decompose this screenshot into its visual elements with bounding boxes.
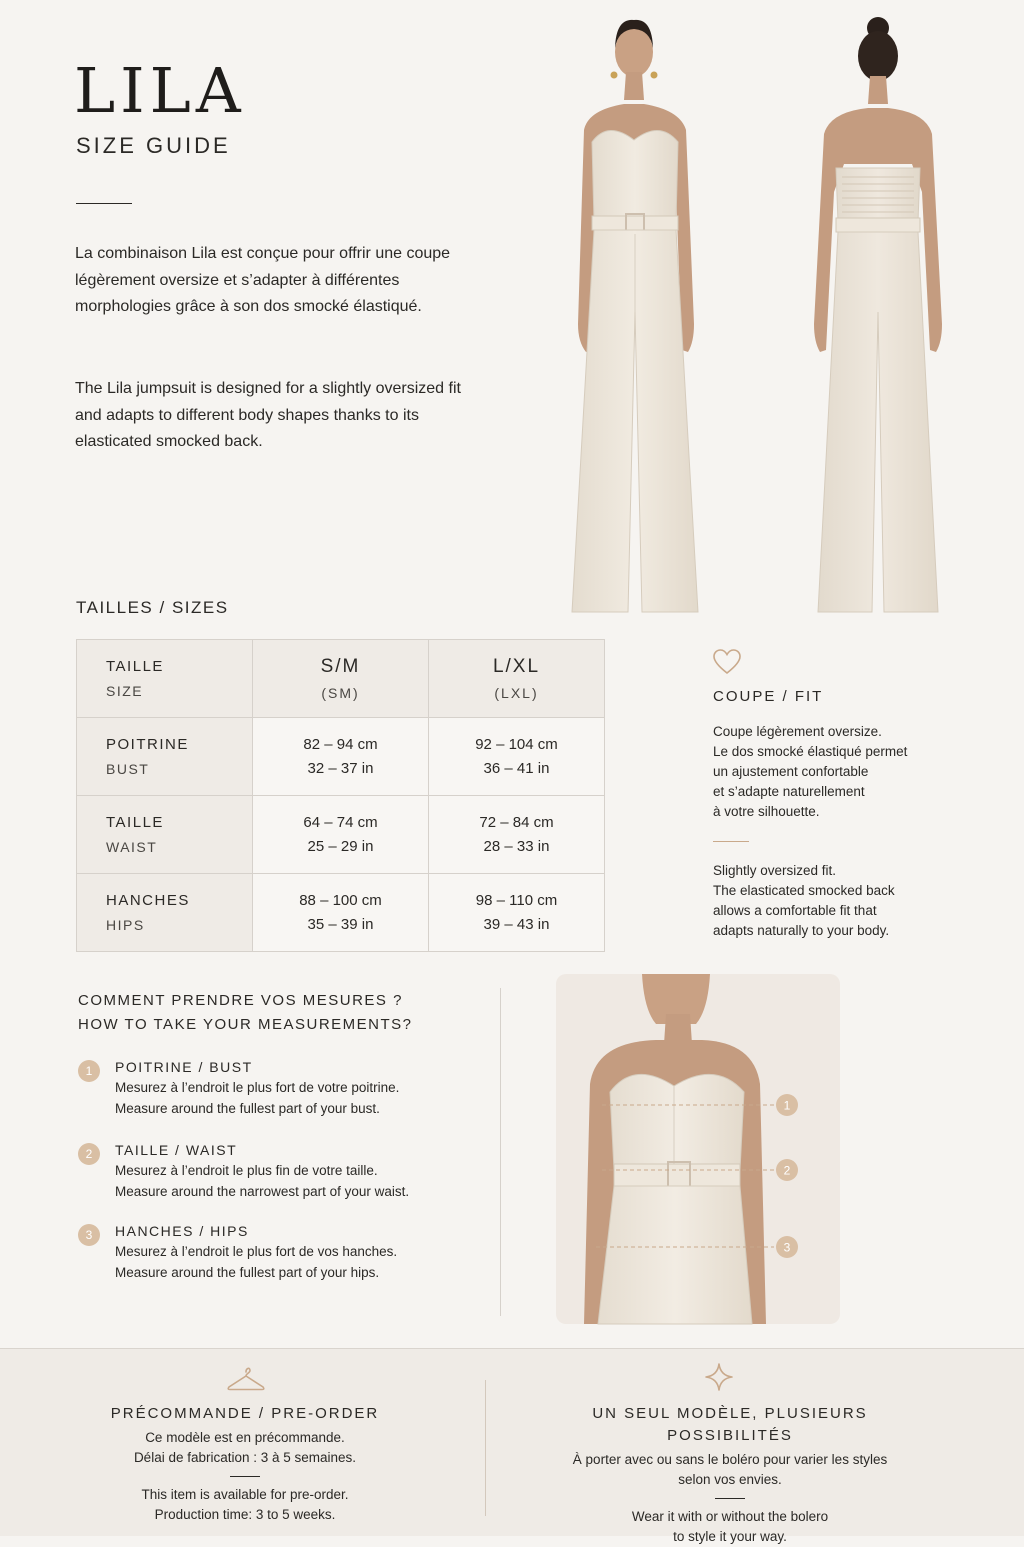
value-cm: 64 – 74 cm (303, 813, 378, 831)
row-label-en: HIPS (106, 916, 145, 933)
styles-title: UN SEUL MODÈLE, PLUSIEURS POSSIBILITÉS (592, 1405, 868, 1444)
header-divider (76, 203, 132, 204)
measure-title-fr: COMMENT PRENDRE VOS MESURES ? (78, 992, 403, 1009)
size-table (76, 639, 605, 952)
row-label-fr: TAILLE (106, 813, 164, 831)
row-label (77, 718, 253, 796)
styles-block (530, 1403, 930, 1547)
step-number-badge: 1 (78, 1060, 100, 1082)
step-number-badge: 3 (78, 1224, 100, 1246)
row-label (77, 874, 253, 952)
detail-model-image (556, 974, 840, 1324)
step-text-en: Measure around the fullest part of your hips. (115, 1265, 380, 1280)
size-name: S/M (320, 655, 361, 677)
preorder-line: Délai de fabrication : 3 à 5 semaines. (133, 1450, 357, 1465)
styles-line: to style it your way. (673, 1529, 787, 1544)
table-cell (429, 796, 605, 874)
preorder-line: Production time: 3 to 5 weeks. (154, 1507, 336, 1522)
preorder-divider (230, 1476, 260, 1477)
brand-title: LILA (74, 54, 246, 127)
measure-marker (776, 1159, 798, 1181)
fit-text-en (713, 861, 953, 941)
intro-french: La combinaison Lila est conçue pour offrir une coupe légèrement oversize et s’adapter à différentes morphologies grâce à son dos smocké élastiqué. (75, 245, 451, 315)
size-label-fr: TAILLE (106, 657, 164, 675)
preorder-line: This item is available for pre-order. (141, 1487, 349, 1502)
fit-line: à votre silhouette. (713, 804, 820, 819)
measurement-diagram (556, 974, 840, 1324)
fit-line: un ajustement confortable (713, 764, 869, 779)
table-row (77, 874, 605, 952)
value-cm: 72 – 84 cm (479, 813, 554, 831)
preorder-title: PRÉCOMMANDE / PRE-ORDER (110, 1405, 380, 1422)
value-in: 28 – 33 in (483, 837, 550, 855)
table-cell (429, 874, 605, 952)
size-code: (LXL) (494, 684, 539, 701)
fit-text-fr (713, 722, 953, 822)
fit-line: Slightly oversized fit. (713, 863, 837, 878)
measure-title-en: HOW TO TAKE YOUR MEASUREMENTS? (78, 1016, 413, 1033)
model-back-image (780, 12, 978, 618)
value-cm: 88 – 100 cm (299, 891, 382, 909)
step-text-fr: Mesurez à l’endroit le plus fort de votre poitrine. (115, 1080, 400, 1095)
fit-line: Le dos smocké élastiqué permet (713, 744, 908, 759)
value-in: 36 – 41 in (483, 759, 550, 777)
fit-divider (713, 841, 749, 842)
styles-line: selon vos envies. (678, 1472, 782, 1487)
intro-english: The Lila jumpsuit is designed for a slightly oversized fit and adapts to different body shapes thanks to its elasticated smocked back. (75, 380, 461, 450)
table-row (77, 718, 605, 796)
sparkle-icon (704, 1362, 734, 1392)
footer-divider (485, 1380, 486, 1516)
size-name: L/XL (492, 655, 541, 677)
row-label-en: BUST (106, 760, 150, 777)
size-column-sm (253, 640, 429, 718)
marker-label: 2 (783, 1163, 791, 1178)
preorder-block (60, 1403, 430, 1525)
step-number-badge: 2 (78, 1143, 100, 1165)
marker-label: 1 (783, 1098, 791, 1113)
value-cm: 82 – 94 cm (303, 735, 378, 753)
step-heading: HANCHES / HIPS (115, 1223, 249, 1239)
step-text-en: Measure around the fullest part of your bust. (115, 1101, 380, 1116)
fit-line: Coupe légèrement oversize. (713, 724, 882, 739)
size-code: (SM) (321, 684, 360, 701)
value-in: 32 – 37 in (307, 759, 374, 777)
marker-label: 3 (783, 1240, 791, 1255)
section-divider (500, 988, 501, 1316)
value-in: 39 – 43 in (483, 915, 550, 933)
table-cell (253, 874, 429, 952)
hanger-icon (226, 1364, 266, 1392)
measure-marker (776, 1094, 798, 1116)
measure-marker (776, 1236, 798, 1258)
step-heading: POITRINE / BUST (115, 1059, 253, 1075)
page-subtitle: SIZE GUIDE (76, 133, 231, 158)
table-cell (253, 718, 429, 796)
fit-line: adapts naturally to your body. (713, 923, 890, 938)
heart-icon (712, 648, 742, 676)
styles-line: À porter avec ou sans le boléro pour varier les styles (572, 1452, 888, 1467)
step-text-en: Measure around the narrowest part of your waist. (115, 1184, 410, 1199)
value-in: 35 – 39 in (307, 915, 374, 933)
styles-divider (715, 1498, 745, 1499)
table-row (77, 796, 605, 874)
fit-line: et s’adapte naturellement (713, 784, 865, 799)
row-label-fr: POITRINE (106, 735, 189, 753)
value-cm: 98 – 110 cm (475, 891, 558, 909)
step-heading: TAILLE / WAIST (115, 1142, 238, 1158)
preorder-line: Ce modèle est en précommande. (145, 1430, 345, 1445)
step-text-fr: Mesurez à l’endroit le plus fin de votre taille. (115, 1163, 378, 1178)
fit-line: The elasticated smocked back (713, 883, 895, 898)
fit-title: COUPE / FIT (713, 688, 824, 705)
step-text-fr: Mesurez à l’endroit le plus fort de vos hanches. (115, 1244, 398, 1259)
row-label-fr: HANCHES (106, 891, 190, 909)
table-cell (429, 718, 605, 796)
table-header-label (77, 640, 253, 718)
size-label-en: SIZE (106, 682, 144, 699)
table-cell (253, 796, 429, 874)
value-in: 25 – 29 in (307, 837, 374, 855)
fit-line: allows a comfortable fit that (713, 903, 877, 918)
row-label-en: WAIST (106, 838, 158, 855)
size-column-lxl (429, 640, 605, 718)
table-header-row (77, 640, 605, 718)
model-front-image (526, 12, 752, 618)
value-cm: 92 – 104 cm (475, 735, 558, 753)
styles-line: Wear it with or without the bolero (631, 1509, 829, 1524)
row-label (77, 796, 253, 874)
sizes-section-title: TAILLES / SIZES (76, 598, 229, 617)
